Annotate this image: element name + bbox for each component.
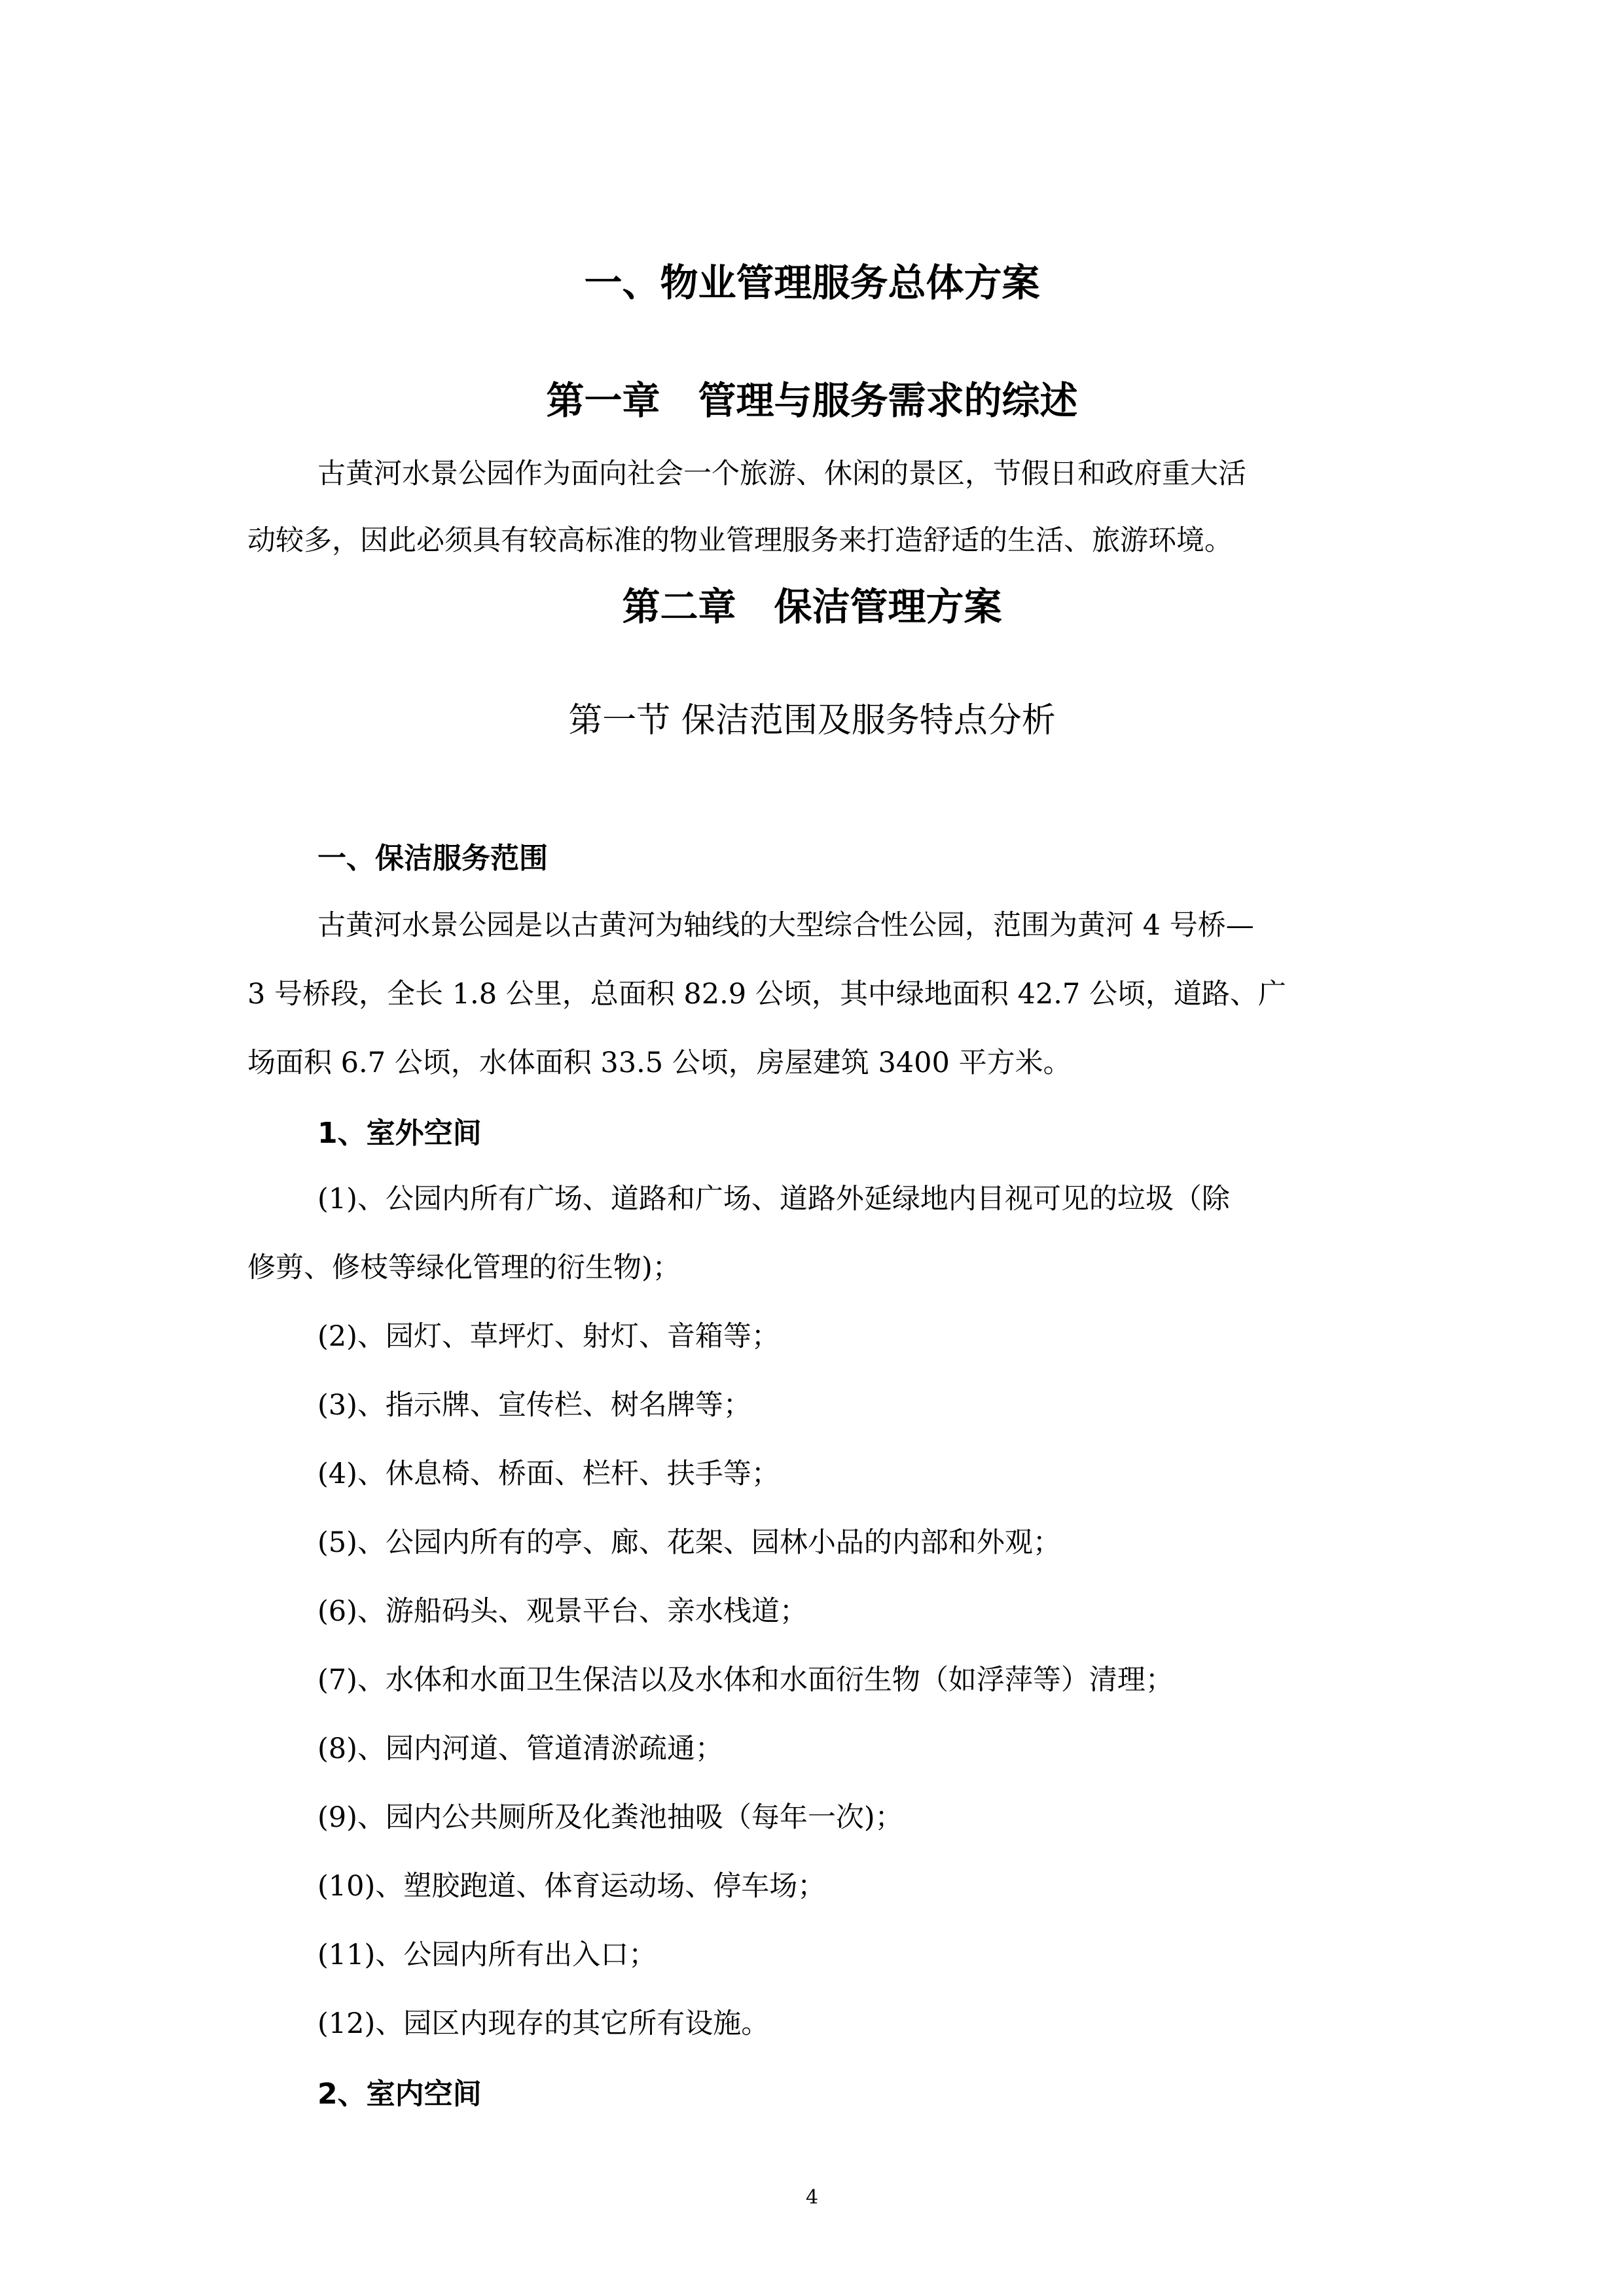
chapter-1-paragraph-line-1: 古黄河水景公园作为面向社会一个旅游、休闲的景区，节假日和政府重大活 — [317, 457, 1246, 490]
list-item: (2)、园灯、草坪灯、射灯、音箱等； — [317, 1320, 780, 1353]
page-number: 4 — [805, 2186, 819, 2209]
list-item: (4)、休息椅、桥面、栏杆、扶手等； — [317, 1458, 780, 1490]
list-item: (7)、水体和水面卫生保洁以及水体和水面衍生物（如浮萍等）清理； — [317, 1664, 1174, 1696]
scope-paragraph-line-2: 3 号桥段，全长 1.8 公里，总面积 82.9 公顷，其中绿地面积 42.7 公顷，道路、广 — [247, 978, 1286, 1011]
scope-heading: 一、保洁服务范围 — [317, 842, 548, 875]
scope-paragraph-line-3: 场面积 6.7 公顷，水体面积 33.5 公顷，房屋建筑 3400 平方米。 — [247, 1047, 1072, 1079]
list-item: (9)、园内公共厕所及化粪池抽吸（每年一次)； — [317, 1801, 903, 1834]
list-item: (11)、公园内所有出入口； — [317, 1939, 657, 1971]
list-item: (8)、园内河道、管道清淤疏通； — [317, 1732, 723, 1765]
outdoor-heading: 1、室外空间 — [317, 1117, 482, 1150]
list-item: 修剪、修枝等绿化管理的衍生物)； — [247, 1251, 681, 1284]
scope-paragraph-line-1: 古黄河水景公园是以古黄河为轴线的大型综合性公园，范围为黄河 4 号桥— — [317, 909, 1254, 942]
list-item: (12)、园区内现存的其它所有设施。 — [317, 2007, 770, 2040]
indoor-heading: 2、室内空间 — [317, 2077, 482, 2111]
list-item: (6)、游船码头、观景平台、亲水栈道； — [317, 1595, 808, 1628]
chapter-2-title: 第二章 保洁管理方案 — [622, 584, 1002, 629]
list-item: (5)、公园内所有的亭、廊、花架、园林小品的内部和外观； — [317, 1526, 1061, 1559]
list-item: (10)、塑胶跑道、体育运动场、停车场； — [317, 1870, 826, 1903]
list-item: (1)、公园内所有广场、道路和广场、道路外延绿地内目视可见的垃圾（除 — [317, 1183, 1230, 1215]
section-title: 第一节 保洁范围及服务特点分析 — [568, 701, 1056, 740]
list-item: (3)、指示牌、宣传栏、树名牌等； — [317, 1389, 751, 1422]
chapter-1-title: 第一章 管理与服务需求的综述 — [546, 378, 1078, 423]
chapter-1-paragraph-line-2: 动较多，因此必须具有较高标准的物业管理服务来打造舒适的生活、旅游环境。 — [247, 524, 1233, 557]
document-title: 一、物业管理服务总体方案 — [584, 260, 1040, 305]
